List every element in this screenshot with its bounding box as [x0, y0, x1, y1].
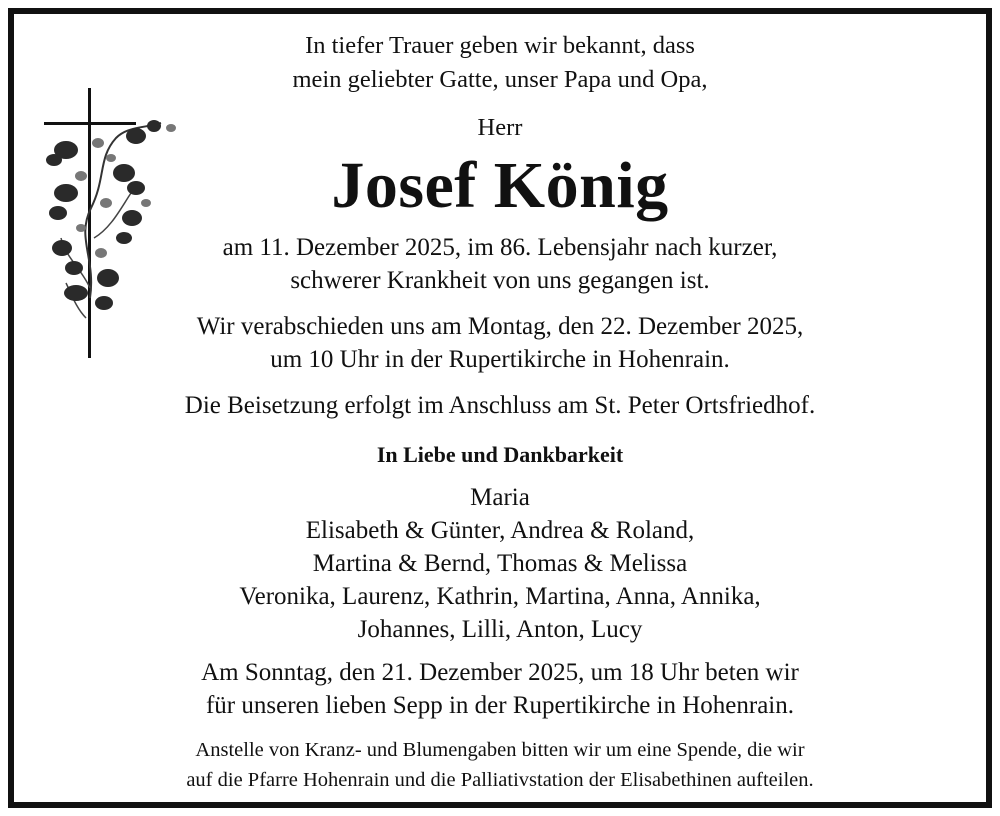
burial-line: Die Beisetzung erfolgt im Anschluss am St. Peter Ortsfriedhof.: [184, 392, 816, 419]
obituary-frame: [8, 8, 992, 808]
death-line-1: am 11. Dezember 2025, im 86. Lebensjahr nach kurzer,: [222, 234, 778, 261]
family-line-5: Johannes, Lilli, Anton, Lucy: [357, 616, 643, 643]
prayer-line-1: Am Sonntag, den 21. Dezember 2025, um 18 Uhr beten wir: [201, 659, 799, 686]
family-line-3: Martina & Bernd, Thomas & Melissa: [312, 550, 688, 577]
donation-line-1: Anstelle von Kranz- und Blumengaben bitten wir um eine Spende, die wir: [195, 739, 805, 761]
salutation: Herr: [477, 114, 523, 141]
deceased-name: Josef König: [331, 149, 669, 222]
intro-line-2: mein geliebter Gatte, unser Papa und Opa,: [292, 66, 708, 93]
intro-line-1: In tiefer Trauer geben wir bekannt, dass: [305, 32, 695, 59]
family-line-2: Elisabeth & Günter, Andrea & Roland,: [305, 517, 695, 544]
farewell-line-2: um 10 Uhr in der Rupertikirche in Hohenrain.: [270, 346, 730, 373]
donation-line-2: auf die Pfarre Hohenrain und die Palliativstation der Elisabethinen aufteilen.: [186, 769, 814, 791]
closing-line: In Liebe und Dankbarkeit: [376, 442, 624, 467]
prayer-line-2: für unseren lieben Sepp in der Rupertikirche in Hohenrain.: [205, 692, 794, 719]
death-line-2: schwerer Krankheit von uns gegangen ist.: [290, 267, 710, 294]
obituary-content: [14, 14, 986, 802]
farewell-line-1: Wir verabschieden uns am Montag, den 22. Dezember 2025,: [196, 313, 804, 340]
family-line-4: Veronika, Laurenz, Kathrin, Martina, Anna, Annika,: [239, 583, 761, 610]
family-line-1: Maria: [470, 484, 530, 511]
